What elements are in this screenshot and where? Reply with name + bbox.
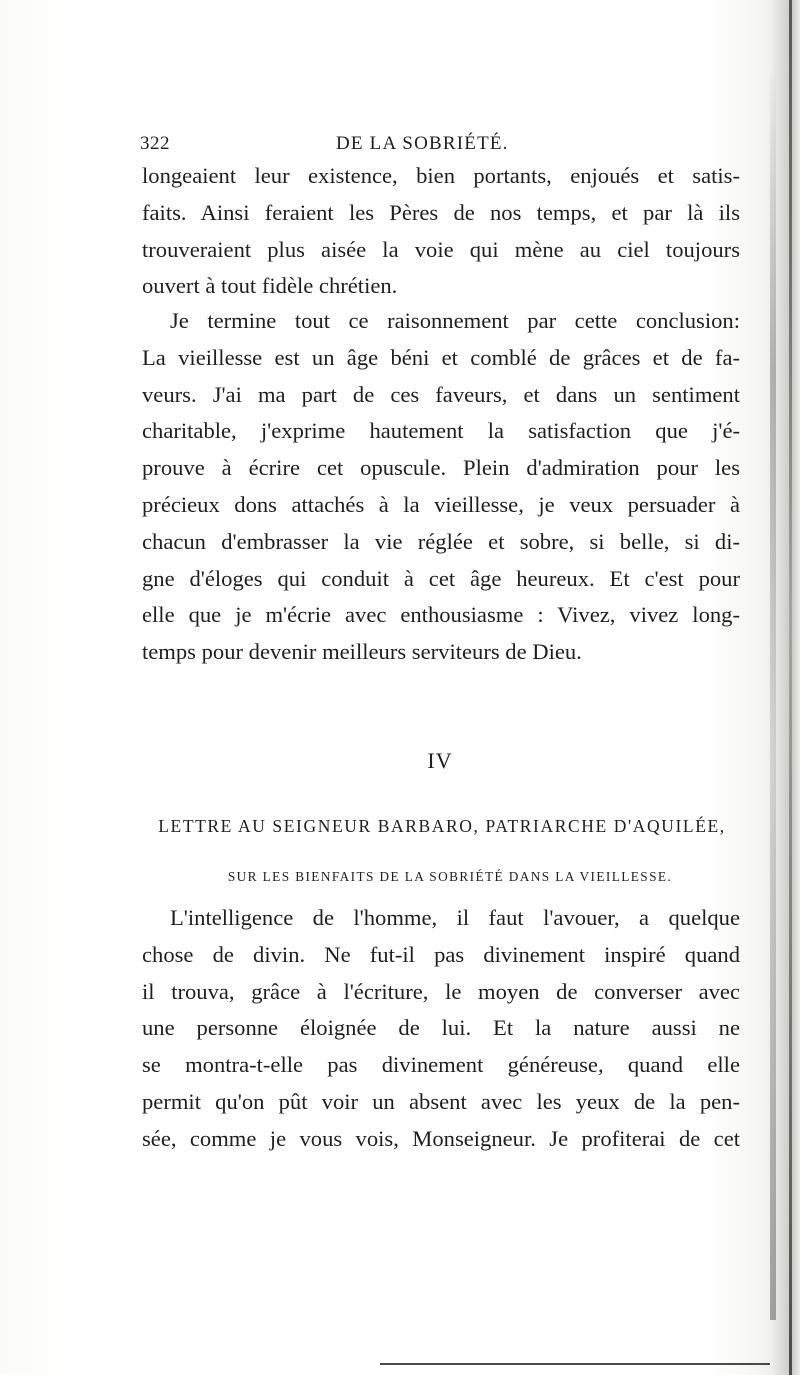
bottom-edge-line bbox=[380, 1363, 770, 1365]
running-head-title: DE LA SOBRIÉTÉ. bbox=[336, 133, 509, 154]
binding-shadow bbox=[770, 60, 776, 1320]
text-line: L'intelligence de l'homme, il faut l'avouer, a quelque bbox=[170, 905, 740, 930]
text-line: il trouva, grâce à l'écriture, le moyen de converser avec bbox=[142, 978, 740, 1004]
text-line: elle que je m'écrie avec enthousiasme : Vivez, vivez long- bbox=[142, 602, 740, 628]
letter-paragraph bbox=[142, 900, 740, 1158]
text-line: chose de divin. Ne fut-il pas divinement inspiré quand bbox=[142, 941, 740, 967]
paragraph-continuation bbox=[142, 158, 740, 305]
letter-title: LETTRE AU SEIGNEUR BARBARO, PATRIARCHE D'AQUILÉE, bbox=[158, 816, 726, 836]
text-line: charitable, j'exprime hautement la satisfaction que j'é- bbox=[142, 418, 740, 444]
paragraph-conclusion bbox=[142, 303, 740, 671]
letter-subtitle: SUR LES BIENFAITS DE LA SOBRIÉTÉ DANS LA VIEILLESSE. bbox=[227, 869, 673, 884]
text-line: longeaient leur existence, bien portants, enjoués et satis- bbox=[142, 163, 740, 188]
text-line: permit qu'on pût voir un absent avec les yeux de la pen- bbox=[142, 1088, 740, 1114]
section-number: IV bbox=[427, 748, 453, 773]
text-line: ouvert à tout fidèle chrétien. bbox=[142, 273, 398, 299]
page-binding-edge bbox=[758, 0, 800, 1375]
text-line: Je termine tout ce raisonnement par cette conclusion: bbox=[170, 308, 740, 333]
text-line: La vieillesse est un âge béni et comblé de grâces et de fa- bbox=[142, 344, 740, 370]
text-line: chacun d'embrasser la vie réglée et sobre, si belle, si di- bbox=[142, 528, 740, 554]
text-line: trouveraient plus aisée la voie qui mène au ciel toujours bbox=[142, 236, 740, 262]
text-line: prouve à écrire cet opuscule. Plein d'admiration pour les bbox=[142, 455, 740, 481]
text-line: sée, comme je vous vois, Monseigneur. Je profiterai de cet bbox=[142, 1125, 740, 1151]
running-head bbox=[140, 133, 700, 159]
page-number: 322 bbox=[140, 133, 170, 154]
text-line: gne d'éloges qui conduit à cet âge heureux. Et c'est pour bbox=[142, 565, 740, 591]
text-line: temps pour devenir meilleurs serviteurs de Dieu. bbox=[142, 639, 582, 665]
text-line: faits. Ainsi feraient les Pères de nos temps, et par là ils bbox=[142, 199, 740, 225]
text-line: une personne éloignée de lui. Et la nature aussi ne bbox=[142, 1015, 740, 1041]
binding-line bbox=[789, 0, 792, 1375]
text-line: précieux dons attachés à la vieillesse, je veux persuader à bbox=[142, 491, 740, 517]
text-line: se montra-t-elle pas divinement généreuse, quand elle bbox=[142, 1052, 740, 1078]
text-line: veurs. J'ai ma part de ces faveurs, et dans un sentiment bbox=[142, 381, 740, 407]
